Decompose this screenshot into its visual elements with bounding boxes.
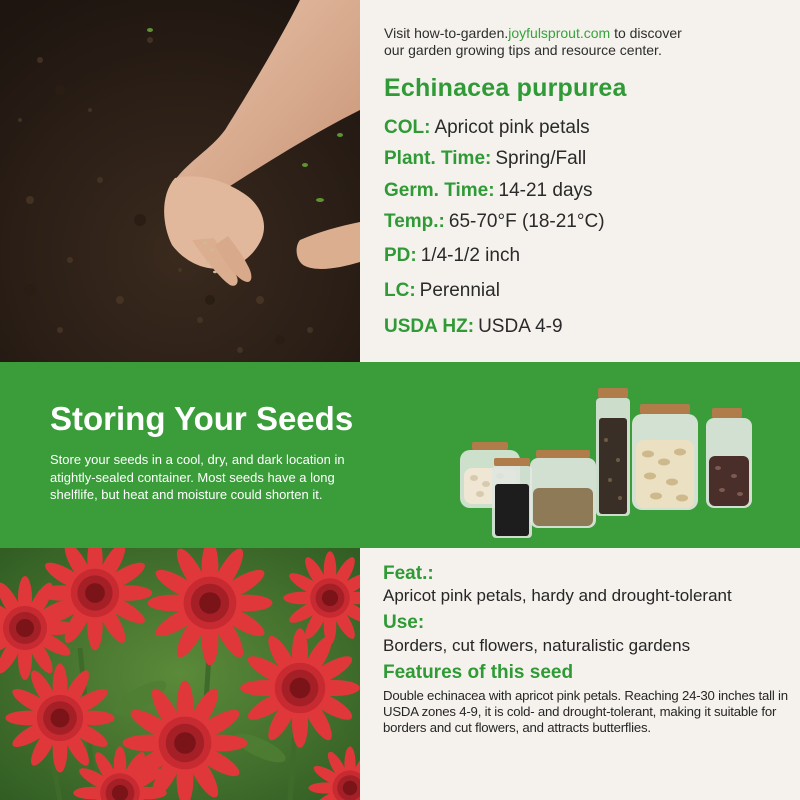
features-title: Features of this seed xyxy=(383,662,574,683)
jar-dark-beans-icon xyxy=(706,408,752,508)
spec-value: USDA 4-9 xyxy=(478,316,563,337)
feat-text: Apricot pink petals, hardy and drought-tolerant xyxy=(383,586,732,605)
spec-key: Plant. Time: xyxy=(384,148,492,169)
spec-planting-depth xyxy=(384,245,520,267)
plant-info-panel xyxy=(360,0,800,362)
use-label: Use: xyxy=(383,612,425,633)
site-link[interactable]: joyfulsprout.com xyxy=(508,25,611,41)
spec-key: COL: xyxy=(384,117,431,138)
visit-prefix: Visit how-to-garden. xyxy=(384,25,509,41)
storing-title: Storing Your Seeds xyxy=(50,400,354,437)
feat-label: Feat.: xyxy=(383,563,434,584)
seed-details-panel xyxy=(360,548,800,800)
spec-key: Temp.: xyxy=(384,211,445,232)
seed-jars-illustration xyxy=(450,380,770,540)
bottom-section xyxy=(0,548,800,800)
visit-text xyxy=(384,25,784,59)
spec-key: Germ. Time: xyxy=(384,180,495,201)
spec-life-cycle xyxy=(384,280,500,302)
spec-value: Spring/Fall xyxy=(495,148,587,169)
spec-plant-time xyxy=(384,148,586,170)
spec-germ-time xyxy=(384,180,593,202)
spec-color xyxy=(384,117,590,139)
soil-hands-photo xyxy=(0,0,360,362)
spec-key: LC: xyxy=(384,280,416,301)
visit-line2: our garden growing tips and resource center. xyxy=(384,42,662,58)
jar-black-seeds-icon xyxy=(492,458,532,538)
jar-brown-seeds-icon xyxy=(530,450,596,528)
spec-usda-zone xyxy=(384,316,563,338)
storing-seeds-band xyxy=(0,362,800,548)
spec-key: USDA HZ: xyxy=(384,316,475,337)
spec-value: 1/4-1/2 inch xyxy=(420,245,521,266)
spec-value: 65-70°F (18-21°C) xyxy=(448,211,605,232)
features-text: Double echinacea with apricot pink petals. Reaching 24-30 inches tall in USDA zones 4-9, it is cold- and drought-tolerant, making it suitable for borders and cut flowers, and attracts butterflies. xyxy=(383,688,788,735)
spec-temperature xyxy=(384,211,605,233)
spec-value: 14-21 days xyxy=(498,180,593,201)
spec-value: Apricot pink petals xyxy=(434,117,590,138)
use-text: Borders, cut flowers, naturalistic gardens xyxy=(383,636,691,655)
jar-tall-seeds-icon xyxy=(596,388,630,516)
top-section xyxy=(0,0,800,362)
storing-text: Store your seeds in a cool, dry, and dark location in atightly-sealed container. Most seeds have a long shelflife, but heat and moisture could shorten it. xyxy=(50,452,345,502)
spec-value: Perennial xyxy=(419,280,500,301)
jar-pumpkin-seeds-icon xyxy=(632,404,698,510)
spec-key: PD: xyxy=(384,245,417,266)
echinacea-flowers-photo xyxy=(0,548,360,800)
plant-name: Echinacea purpurea xyxy=(384,74,627,102)
visit-suffix: to discover xyxy=(610,25,682,41)
